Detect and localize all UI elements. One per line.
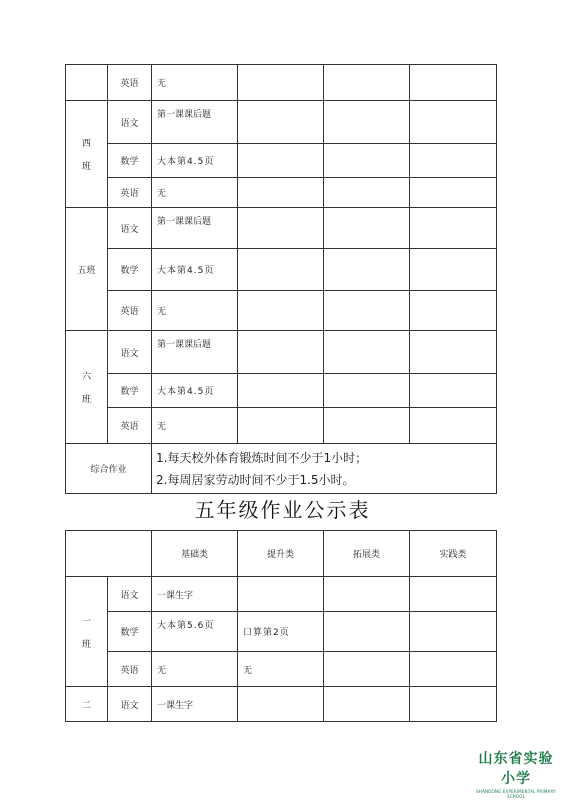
table-row [66, 612, 497, 652]
table-row [66, 291, 497, 331]
comprehensive-line-2: 2.每周居家劳动时间不少于1.5小时。 [156, 472, 355, 487]
header-up: 提升类 [238, 531, 324, 577]
up-cell: 无 [238, 652, 324, 687]
subject-cell: 数学 [108, 144, 152, 178]
base-cell: 无 [152, 65, 238, 101]
table-row [66, 249, 497, 291]
homework-table-grade5 [65, 530, 497, 722]
header-prac: 实践类 [410, 531, 497, 577]
base-cell: 第一课课后题 [152, 208, 238, 249]
base-cell: 无 [152, 652, 238, 687]
subject-cell: 数学 [108, 374, 152, 408]
school-logo-cn: 山东省实验小学 [478, 751, 554, 787]
base-cell: 一课生字 [152, 577, 238, 612]
page-title: 五年级作业公示表 [194, 498, 371, 522]
table-row [66, 374, 497, 408]
table-row [66, 178, 497, 208]
class-label-5: 五班 [66, 208, 108, 331]
comprehensive-content [152, 444, 497, 494]
base-cell: 大本第4.5页 [152, 144, 238, 178]
school-logo-en: SHANDONG EXPERIMENTAL PRIMARY SCHOOL [476, 789, 556, 799]
subject-cell: 语文 [108, 331, 152, 374]
class-label-2: 二 [66, 687, 108, 722]
base-cell: 无 [152, 408, 238, 444]
base-cell: 大本第4.5页 [152, 249, 238, 291]
comprehensive-label: 综合作业 [66, 444, 152, 494]
base-cell: 大本第4.5页 [152, 374, 238, 408]
subject-cell: 语文 [108, 577, 152, 612]
subject-cell: 语文 [108, 208, 152, 249]
class-label-1: 一 班 [66, 577, 108, 687]
table-row [66, 687, 497, 722]
table-row [66, 208, 497, 249]
base-cell: 无 [152, 291, 238, 331]
up-cell: 口算第2页 [238, 612, 324, 652]
table-row [66, 101, 497, 144]
table-row [66, 577, 497, 612]
table-row [66, 408, 497, 444]
table-row [66, 652, 497, 687]
up-cell [238, 577, 324, 612]
subject-cell: 数学 [108, 612, 152, 652]
base-cell: 大本第5.6页 [152, 612, 238, 652]
base-cell: 一课生字 [152, 687, 238, 722]
school-logo [472, 748, 560, 799]
homework-table-grade4 [65, 64, 497, 494]
base-cell: 无 [152, 178, 238, 208]
table-row [66, 331, 497, 374]
class-label-4: 西 班 [66, 101, 108, 208]
header-row [66, 531, 497, 577]
base-cell: 第一课课后题 [152, 101, 238, 144]
subject-cell: 数学 [108, 249, 152, 291]
subject-cell: 英语 [108, 291, 152, 331]
header-base: 基础类 [152, 531, 238, 577]
class-label-6: 六 班 [66, 331, 108, 444]
table-row [66, 65, 497, 101]
table-row [66, 144, 497, 178]
subject-cell: 英语 [108, 178, 152, 208]
subject-cell: 英语 [108, 652, 152, 687]
comprehensive-line-1: 1.每天校外体育锻炼时间不少于1小时； [156, 450, 368, 465]
subject-cell: 英语 [108, 408, 152, 444]
subject-cell: 语文 [108, 687, 152, 722]
subject-cell: 英语 [108, 65, 152, 101]
base-cell: 第一课课后题 [152, 331, 238, 374]
subject-cell: 语文 [108, 101, 152, 144]
comprehensive-row [66, 444, 497, 494]
header-ext: 拓展类 [324, 531, 410, 577]
